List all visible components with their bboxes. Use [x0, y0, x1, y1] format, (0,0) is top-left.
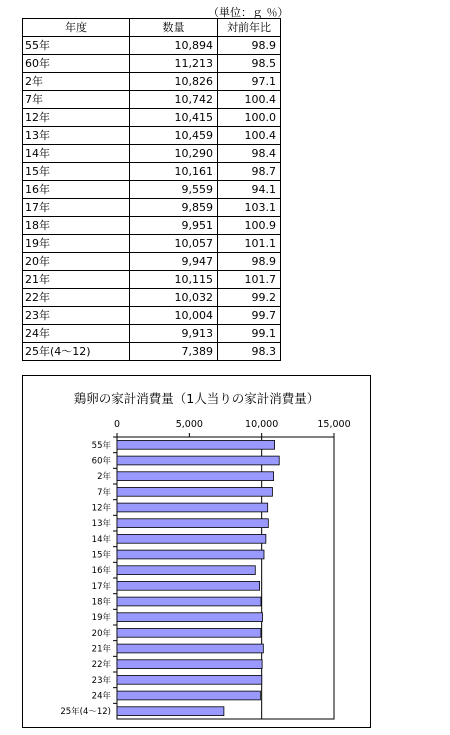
table-header-row — [23, 19, 281, 37]
cell-yoy: 103.1 — [218, 199, 281, 217]
table-row — [23, 343, 281, 361]
cell-yoy: 99.7 — [218, 307, 281, 325]
x-tick-label: 15,000 — [317, 419, 351, 430]
x-tick-label: 5,000 — [175, 419, 203, 430]
cell-quantity: 9,951 — [130, 217, 218, 235]
table-row — [23, 271, 281, 289]
cell-quantity: 7,389 — [130, 343, 218, 361]
table-row — [23, 109, 281, 127]
cell-yoy: 101.7 — [218, 271, 281, 289]
cell-yoy: 99.1 — [218, 325, 281, 343]
cell-year: 21年 — [23, 271, 130, 289]
bar — [117, 503, 268, 512]
cell-year: 55年 — [23, 37, 130, 55]
header-year: 年度 — [23, 19, 130, 37]
y-tick-label: 17年 — [91, 581, 111, 592]
cell-quantity: 10,032 — [130, 289, 218, 307]
y-tick-label: 7年 — [97, 487, 111, 498]
cell-yoy: 98.4 — [218, 145, 281, 163]
cell-quantity: 9,859 — [130, 199, 218, 217]
cell-yoy: 98.9 — [218, 253, 281, 271]
cell-quantity: 10,415 — [130, 109, 218, 127]
cell-yoy: 100.4 — [218, 91, 281, 109]
cell-year: 60年 — [23, 55, 130, 73]
bar — [117, 550, 264, 559]
cell-yoy: 98.5 — [218, 55, 281, 73]
y-tick-label: 14年 — [91, 534, 111, 545]
data-table — [22, 18, 281, 361]
bar — [117, 519, 268, 528]
header-quantity: 数量 — [130, 19, 218, 37]
cell-quantity: 9,947 — [130, 253, 218, 271]
cell-yoy: 99.2 — [218, 289, 281, 307]
bar — [117, 597, 261, 606]
bar — [117, 472, 274, 481]
y-tick-label: 19年 — [91, 613, 111, 624]
y-tick-label: 16年 — [91, 566, 111, 577]
table-row — [23, 37, 281, 55]
cell-year: 13年 — [23, 127, 130, 145]
header-yoy: 対前年比 — [218, 19, 281, 37]
cell-quantity: 10,826 — [130, 73, 218, 91]
cell-quantity: 10,290 — [130, 145, 218, 163]
bar — [117, 675, 262, 684]
y-tick-label: 25年(4～12) — [60, 707, 111, 718]
cell-quantity: 11,213 — [130, 55, 218, 73]
cell-year: 18年 — [23, 217, 130, 235]
cell-year: 23年 — [23, 307, 130, 325]
unit-label: （単位：ｇ ％） — [208, 6, 289, 19]
y-tick-label: 15年 — [91, 550, 111, 561]
cell-quantity: 10,057 — [130, 235, 218, 253]
bar — [117, 644, 263, 653]
y-tick-label: 21年 — [91, 644, 111, 655]
table-row — [23, 127, 281, 145]
bar — [117, 707, 224, 716]
y-tick-label: 23年 — [91, 675, 111, 686]
cell-quantity: 10,742 — [130, 91, 218, 109]
table-row — [23, 91, 281, 109]
cell-yoy: 98.3 — [218, 343, 281, 361]
cell-year: 17年 — [23, 199, 130, 217]
y-tick-label: 13年 — [91, 519, 111, 530]
y-tick-label: 55年 — [91, 440, 111, 451]
table-row — [23, 145, 281, 163]
y-tick-label: 2年 — [97, 472, 111, 483]
cell-quantity: 10,161 — [130, 163, 218, 181]
cell-yoy: 94.1 — [218, 181, 281, 199]
table-row — [23, 73, 281, 91]
cell-quantity: 10,004 — [130, 307, 218, 325]
bar — [117, 487, 272, 496]
y-tick-label: 18年 — [91, 597, 111, 608]
cell-year: 15年 — [23, 163, 130, 181]
bar — [117, 534, 266, 543]
table-row — [23, 307, 281, 325]
table-row — [23, 199, 281, 217]
cell-year: 20年 — [23, 253, 130, 271]
cell-quantity: 10,459 — [130, 127, 218, 145]
chart-title: 鶏卵の家計消費量（1人当りの家計消費量） — [73, 391, 320, 406]
cell-yoy: 98.9 — [218, 37, 281, 55]
bar — [117, 456, 279, 465]
cell-yoy: 100.4 — [218, 127, 281, 145]
chart-panel — [22, 375, 371, 728]
cell-quantity: 9,913 — [130, 325, 218, 343]
y-tick-label: 12年 — [91, 503, 111, 514]
bar — [117, 660, 262, 669]
cell-yoy: 101.1 — [218, 235, 281, 253]
cell-year: 24年 — [23, 325, 130, 343]
cell-year: 2年 — [23, 73, 130, 91]
cell-year: 22年 — [23, 289, 130, 307]
bar — [117, 581, 260, 590]
cell-quantity: 10,115 — [130, 271, 218, 289]
x-tick-label: 0 — [113, 419, 121, 430]
y-tick-label: 24年 — [91, 691, 111, 702]
y-tick-label: 22年 — [91, 660, 111, 671]
y-tick-label: 60年 — [91, 456, 111, 467]
cell-year: 19年 — [23, 235, 130, 253]
cell-yoy: 98.7 — [218, 163, 281, 181]
table-row — [23, 325, 281, 343]
cell-yoy: 100.0 — [218, 109, 281, 127]
cell-yoy: 100.9 — [218, 217, 281, 235]
table-row — [23, 289, 281, 307]
cell-quantity: 9,559 — [130, 181, 218, 199]
table-row — [23, 235, 281, 253]
bar — [117, 566, 255, 575]
cell-yoy: 97.1 — [218, 73, 281, 91]
table-row — [23, 181, 281, 199]
x-tick-label: 10,000 — [245, 419, 279, 430]
cell-year: 12年 — [23, 109, 130, 127]
cell-quantity: 10,894 — [130, 37, 218, 55]
table-row — [23, 55, 281, 73]
cell-year: 14年 — [23, 145, 130, 163]
bar — [117, 628, 261, 637]
table-row — [23, 253, 281, 271]
bar — [117, 691, 260, 700]
bar — [117, 613, 262, 622]
cell-year: 16年 — [23, 181, 130, 199]
y-tick-label: 20年 — [91, 628, 111, 639]
cell-year: 7年 — [23, 91, 130, 109]
table-row — [23, 163, 281, 181]
table-row — [23, 217, 281, 235]
bar-chart — [23, 376, 372, 729]
cell-year: 25年(4～12) — [23, 343, 130, 361]
bar — [117, 440, 275, 449]
